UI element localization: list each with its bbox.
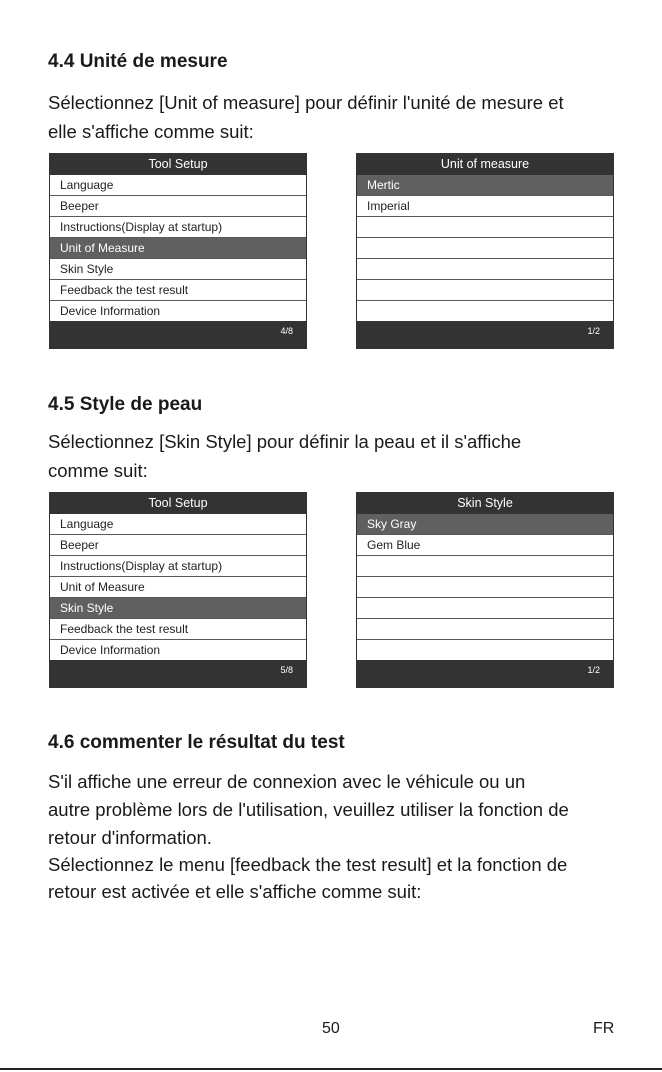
screen-title: Tool Setup [148, 496, 208, 510]
menu-item[interactable]: Skin Style [50, 259, 306, 280]
menu-item[interactable]: Beeper [50, 535, 306, 556]
section-text-line: comme suit: [48, 460, 148, 481]
menu-item[interactable]: Unit of Measure [50, 238, 306, 259]
menu-item-empty [357, 556, 613, 577]
menu-item[interactable]: Gem Blue [357, 535, 613, 556]
page-indicator: 1/2 [587, 665, 600, 675]
menu-item[interactable]: Unit of Measure [50, 577, 306, 598]
menu-item[interactable]: Feedback the test result [50, 280, 306, 301]
page-number: 50 [322, 1020, 340, 1037]
unit-of-measure-screen [356, 153, 614, 349]
menu-item[interactable]: Sky Gray [357, 514, 613, 535]
section-heading-4-5: 4.5 Style de peau [48, 394, 203, 415]
screen-footer [356, 660, 614, 682]
menu-item[interactable]: Beeper [50, 196, 306, 217]
menu-item[interactable]: Language [50, 175, 306, 196]
skin-style-screen [356, 492, 614, 688]
menu-list [357, 514, 613, 660]
menu-list [50, 175, 306, 321]
screen-footer [49, 321, 307, 343]
section-text-line: S'il affiche une erreur de connexion avec le véhicule ou un [48, 771, 526, 792]
section-text-line: retour est activée et elle s'affiche comme suit: [48, 881, 422, 902]
section-text-line: Sélectionnez [Unit of measure] pour définir l'unité de mesure et [48, 92, 564, 113]
menu-item-empty [357, 619, 613, 640]
section-text-line: Sélectionnez [Skin Style] pour définir la peau et il s'affiche [48, 431, 522, 452]
tool-setup-screen [49, 153, 307, 349]
page-indicator: 5/8 [280, 665, 293, 675]
menu-item[interactable]: Instructions(Display at startup) [50, 556, 306, 577]
menu-item[interactable]: Device Information [60, 304, 161, 318]
menu-item[interactable]: Device Information [60, 643, 161, 657]
page-indicator: 1/2 [587, 326, 600, 336]
menu-item-empty [357, 640, 613, 660]
menu-item[interactable]: Language [50, 514, 306, 535]
menu-list [50, 514, 306, 660]
screen-title: Tool Setup [148, 157, 208, 171]
section-text-line: elle s'affiche comme suit: [48, 121, 254, 142]
screen-title: Skin Style [457, 496, 513, 510]
screen-footer [49, 660, 307, 682]
screen-footer [356, 321, 614, 343]
menu-item[interactable]: Mertic [357, 175, 613, 196]
page-indicator: 4/8 [280, 326, 293, 336]
menu-item[interactable]: Feedback the test result [50, 619, 306, 640]
bottom-rule [0, 1068, 662, 1070]
menu-item[interactable]: Imperial [357, 196, 613, 217]
menu-item-empty [357, 217, 613, 238]
menu-item-empty [357, 577, 613, 598]
section-text-line: autre problème lors de l'utilisation, veuillez utiliser la fonction de [48, 799, 569, 820]
section-text-line: retour d'information. [48, 827, 212, 848]
menu-item-empty [357, 280, 613, 301]
tool-setup-screen [49, 492, 307, 688]
menu-item[interactable]: Instructions(Display at startup) [50, 217, 306, 238]
language-code: FR [593, 1020, 615, 1037]
menu-item-empty [357, 238, 613, 259]
menu-item-empty [357, 301, 613, 321]
section-text-line: Sélectionnez le menu [feedback the test result] et la fonction de [48, 854, 568, 875]
menu-item-empty [357, 598, 613, 619]
menu-item[interactable]: Skin Style [50, 598, 306, 619]
screen-title: Unit of measure [440, 157, 530, 171]
menu-item-empty [357, 259, 613, 280]
section-heading-4-6: 4.6 commenter le résultat du test [48, 732, 345, 753]
section-heading-4-4: 4.4 Unité de mesure [48, 51, 228, 72]
menu-list [357, 175, 613, 321]
